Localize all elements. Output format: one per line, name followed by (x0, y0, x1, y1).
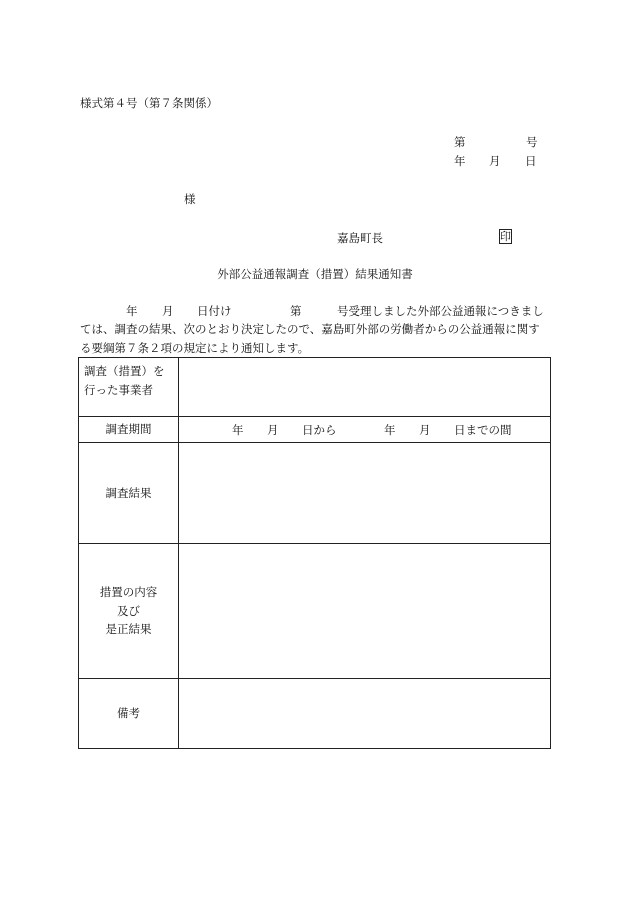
measures-label (79, 544, 179, 679)
table-row (79, 443, 551, 544)
intro-line-2: ては、調査の結果、次のとおり決定したので、嘉島町外部の労働者からの公益通報に関す (80, 322, 540, 336)
table-row (79, 358, 551, 417)
investigator-label (79, 358, 179, 417)
notice-title: 外部公益通報調査（措置）結果通知書 (217, 267, 413, 281)
measures-label-line-1: 措置の内容 (99, 584, 158, 599)
period-month-1: 月 (267, 422, 279, 437)
period-day-until: 日までの間 (454, 422, 512, 437)
sender-title: 嘉島町長 (337, 231, 383, 245)
intro-line-1-rest: 号受理しました外部公益通報につきまし (337, 304, 544, 318)
result-label: 調査結果 (79, 443, 179, 544)
remarks-label: 備考 (79, 679, 179, 749)
measures-label-line-3: 是正結果 (105, 622, 152, 637)
intro-day-dated: 日付け (197, 304, 232, 318)
table-row (79, 544, 551, 679)
period-year-2: 年 (384, 422, 396, 437)
measures-field[interactable] (179, 544, 551, 679)
intro-line-3: る要綱第７条２項の規定により通知します。 (80, 341, 310, 355)
period-day-from: 日から (302, 422, 337, 437)
investigator-label-line-1: 調査（措置）を (84, 364, 165, 378)
intro-year: 年 (126, 304, 138, 318)
investigator-label-line-2: 行った事業者 (84, 382, 153, 397)
period-label: 調査期間 (79, 417, 179, 443)
period-month-2: 月 (419, 422, 431, 437)
seal-stamp: 印 (500, 230, 511, 243)
intro-number-prefix: 第 (290, 304, 302, 318)
form-number-label: 様式第４号（第７条関係） (80, 96, 218, 110)
result-field[interactable] (179, 443, 551, 544)
table-row (79, 417, 551, 443)
intro-month: 月 (162, 304, 174, 318)
period-year-1: 年 (232, 422, 244, 437)
remarks-field[interactable] (179, 679, 551, 749)
document-number-suffix: 号 (526, 135, 538, 149)
period-field[interactable] (179, 417, 551, 443)
measures-label-line-2: 及び (117, 603, 140, 618)
document-number-prefix: 第 (454, 135, 466, 149)
table-row (79, 679, 551, 749)
recipient-honorific: 様 (184, 192, 196, 206)
date-day: 日 (525, 154, 537, 168)
investigator-field[interactable] (179, 358, 551, 417)
date-month: 月 (489, 154, 501, 168)
date-year: 年 (454, 154, 466, 168)
result-table (78, 357, 551, 749)
